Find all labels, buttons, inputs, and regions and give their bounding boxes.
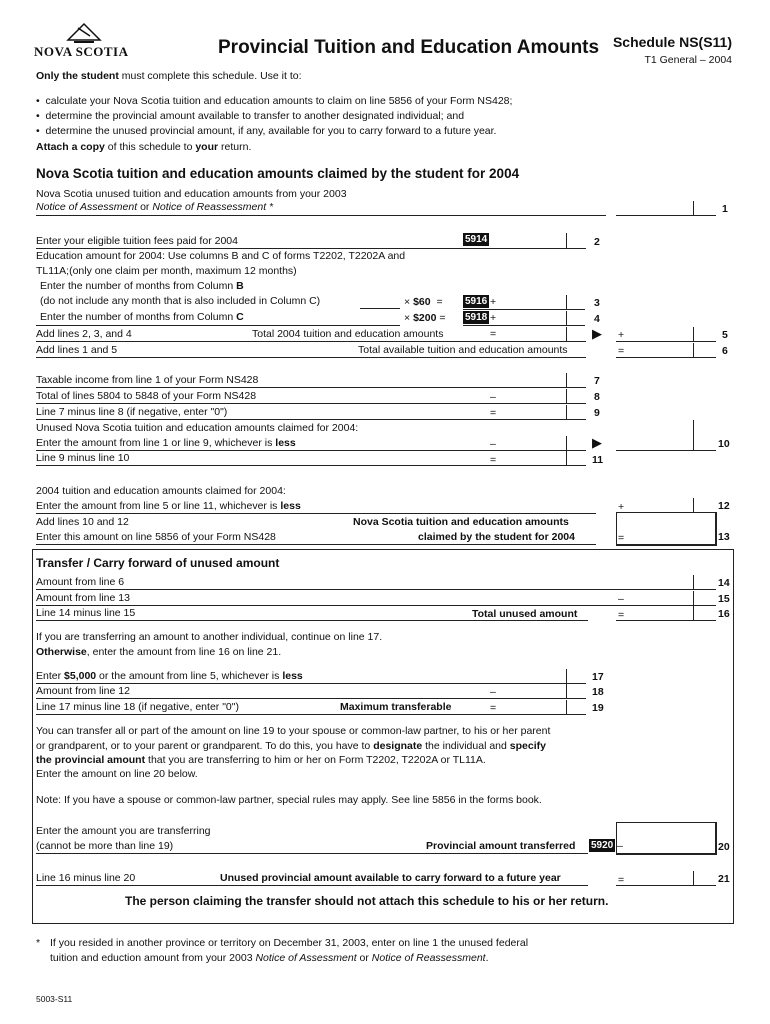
line15-text: Amount from line 13 <box>36 592 130 604</box>
line2-field[interactable] <box>492 233 582 247</box>
line-number: 3 <box>594 297 600 309</box>
line20-total-label: Provincial amount transferred <box>426 840 576 852</box>
line19-total-label: Maximum transferable <box>340 701 452 713</box>
line20-field[interactable] <box>616 822 717 855</box>
line5-field[interactable] <box>630 327 690 341</box>
line2-text: Enter your eligible tuition fees paid for 2004 <box>36 235 238 247</box>
line3-text-a: Enter the number of months from Column B <box>40 280 244 292</box>
line11-text: Line 9 minus line 10 <box>36 452 130 464</box>
line-number: 15 <box>718 593 730 605</box>
line10-text-b: Enter the amount from line 1 or line 9, whichever is less <box>36 437 296 449</box>
code-5920: 5920 <box>591 840 614 851</box>
line-number: 20 <box>718 841 730 853</box>
equals-sign: = <box>618 874 625 886</box>
line1-field[interactable] <box>620 201 690 215</box>
line16-total-label: Total unused amount <box>472 608 578 620</box>
code-5914: 5914 <box>465 234 488 245</box>
line13-text-b: Enter this amount on line 5856 of your Form NS428 <box>36 531 276 543</box>
footnote-line-a: If you resided in another province or territory on December 31, 2003, enter on line 1 the unused federal <box>50 937 529 949</box>
line-number: 16 <box>718 608 730 620</box>
line8-text: Total of lines 5804 to 5848 of your Form NS428 <box>36 390 257 402</box>
line6-total-label: Total available tuition and education amounts <box>358 344 568 356</box>
line19-field[interactable] <box>500 700 562 714</box>
bullet-2: • determine the provincial amount available to transfer to another designated individual; and <box>36 110 465 122</box>
line12-text-a: 2004 tuition and education amounts claimed for 2004: <box>36 485 286 497</box>
equals-sign: = <box>618 532 625 544</box>
form-subtitle: T1 General – 2004 <box>644 54 732 66</box>
equals-sign: = <box>618 609 625 621</box>
line13-text-a: Add lines 10 and 12 <box>36 516 129 528</box>
plus-sign: + <box>618 329 625 341</box>
education-text-a: Education amount for 2004: Use columns B and C of forms T2202, T2202A and <box>36 250 406 262</box>
line16-text: Line 14 minus line 15 <box>36 607 136 619</box>
line3-multiplier: × $60 = <box>404 296 443 308</box>
line1-text-b: Notice of Assessment or Notice of Reassessment * <box>36 201 274 213</box>
line4-text: Enter the number of months from Column C <box>40 311 244 323</box>
line14-field[interactable] <box>630 575 690 589</box>
line4-months-field[interactable] <box>362 311 400 325</box>
ship-icon <box>64 20 104 44</box>
line16-field[interactable] <box>630 606 690 620</box>
minus-sign: – <box>490 686 496 698</box>
line21-total-label: Unused provincial amount available to carry forward to a future year <box>220 872 561 884</box>
line-number: 9 <box>594 407 600 419</box>
bullet-3: • determine the unused provincial amount, if any, available for you to carry forward to a future year. <box>36 125 497 137</box>
line4-field[interactable] <box>500 311 582 325</box>
equals-sign: = <box>490 407 497 419</box>
line-number: 7 <box>594 375 600 387</box>
line3-field[interactable] <box>500 295 582 309</box>
line-number: 6 <box>722 345 728 357</box>
bullet-1: • calculate your Nova Scotia tuition and education amounts to claim on line 5856 of your Form NS428; <box>36 95 513 107</box>
line14-text: Amount from line 6 <box>36 576 125 588</box>
transfer-para-2: or grandparent, or to your parent or grandparent. To do this, you have to designate the individual and specify <box>36 740 546 752</box>
line-number: 4 <box>594 313 600 325</box>
nova-scotia-logo <box>34 20 134 62</box>
line21-field[interactable] <box>630 871 690 885</box>
line7-text: Taxable income from line 1 of your Form NS428 <box>36 374 259 386</box>
arrow-right-icon: ▶ <box>592 326 602 341</box>
line10-field[interactable] <box>620 420 690 450</box>
equals-sign: = <box>490 328 497 340</box>
line20-text-b: (cannot be more than line 19) <box>36 840 174 852</box>
line9-text: Line 7 minus line 8 (if negative, enter "0") <box>36 406 228 418</box>
code-5918: 5918 <box>465 312 488 323</box>
line5-text: Add lines 2, 3, and 4 <box>36 328 132 340</box>
line-number: 2 <box>594 236 600 248</box>
line18-field[interactable] <box>500 684 562 698</box>
equals-sign: = <box>490 702 497 714</box>
line10-text-a: Unused Nova Scotia tuition and education amounts claimed for 2004: <box>36 422 359 434</box>
line-number: 1 <box>722 203 728 215</box>
equals-sign: = <box>490 454 497 466</box>
line-number: 11 <box>592 454 604 466</box>
line18-text: Amount from line 12 <box>36 685 130 697</box>
line-number: 19 <box>592 702 604 714</box>
line15-field[interactable] <box>630 591 690 605</box>
schedule-id: Schedule NS(S11) <box>612 34 732 50</box>
line13-total-label-a: Nova Scotia tuition and education amounts <box>353 516 569 528</box>
transfer-para-1: You can transfer all or part of the amount on line 19 to your spouse or common-law partner, to his or her parent <box>36 725 551 737</box>
transfer-note-1: If you are transferring an amount to another individual, continue on line 17. <box>36 631 383 643</box>
line3-text-b: (do not include any month that is also included in Column C) <box>40 295 321 307</box>
line12-field[interactable] <box>630 498 690 512</box>
section1-heading: Nova Scotia tuition and education amounts claimed by the student for 2004 <box>36 166 520 181</box>
form-id: 5003-S11 <box>36 994 73 1004</box>
education-text-b: TL11A;(only one claim per month, maximum 12 months) <box>36 265 297 277</box>
line-number: 21 <box>718 873 730 885</box>
attach-instruction: Attach a copy of this schedule to your return. <box>36 141 252 153</box>
line21-text: Line 16 minus line 20 <box>36 872 136 884</box>
line20-text-a: Enter the amount you are transferring <box>36 825 211 837</box>
plus-sign: + <box>490 312 497 324</box>
transfer-para-4: Enter the amount on line 20 below. <box>36 768 198 780</box>
line4-multiplier: × $200 = <box>404 312 446 324</box>
line7-field[interactable] <box>492 373 562 387</box>
arrow-right-icon: ▶ <box>592 435 602 450</box>
footnote-line-b: tuition and eduction amount from your 2003 Notice of Assessment or Notice of Reassessment. <box>50 952 489 964</box>
line11-field[interactable] <box>500 451 562 465</box>
intro-line: Only the student must complete this schedule. Use it to: <box>36 70 302 82</box>
transfer-para-3: the provincial amount that you are transferring to him or her on Form T2202, T2202A or TL11A. <box>36 754 486 766</box>
line-number: 17 <box>592 671 604 683</box>
minus-sign: – <box>618 593 624 605</box>
line-number: 12 <box>718 500 730 512</box>
spouse-note: Note: If you have a spouse or common-law partner, special rules may apply. See line 5856 in the forms book. <box>36 794 542 806</box>
line6-field[interactable] <box>630 343 690 357</box>
line12-text-b: Enter the amount from line 5 or line 11, whichever is less <box>36 500 301 512</box>
line-number: 14 <box>718 577 730 589</box>
line-number: 5 <box>722 329 728 341</box>
line8-field[interactable] <box>500 389 562 403</box>
logo-text: NOVA SCOTIA <box>34 44 129 59</box>
plus-sign: + <box>490 296 497 308</box>
line13-total-label-b: claimed by the student for 2004 <box>418 531 575 543</box>
line13-field[interactable] <box>616 512 717 546</box>
line1-text-a: Nova Scotia unused tuition and education amounts from your 2003 <box>36 188 347 200</box>
page-title: Provincial Tuition and Education Amounts <box>218 37 600 58</box>
minus-sign: – <box>490 391 496 403</box>
line-number: 8 <box>594 391 600 403</box>
line5-total-label: Total 2004 tuition and education amounts <box>252 328 444 340</box>
footnote-star: * <box>36 937 41 949</box>
line-number: 18 <box>592 686 604 698</box>
line17-field[interactable] <box>500 669 562 683</box>
plus-sign: + <box>618 501 625 513</box>
equals-sign: = <box>618 345 625 357</box>
line3-months-field[interactable] <box>362 294 400 308</box>
line6-text: Add lines 1 and 5 <box>36 344 118 356</box>
line-number: 10 <box>718 438 730 450</box>
section2-heading: Transfer / Carry forward of unused amount <box>36 556 280 570</box>
transfer-note-2: Otherwise, enter the amount from line 16 on line 21. <box>36 646 282 658</box>
code-5916: 5916 <box>465 296 488 307</box>
minus-sign: – <box>617 840 623 852</box>
line19-text: Line 17 minus line 18 (if negative, enter "0") <box>36 701 239 713</box>
minus-sign: – <box>490 438 496 450</box>
line9-field[interactable] <box>500 405 562 419</box>
line17-text: Enter $5,000 or the amount from line 5, whichever is less <box>36 670 303 682</box>
line-number: 13 <box>718 531 730 543</box>
transfer-warning: The person claiming the transfer should not attach this schedule to his or her return. <box>125 894 609 908</box>
